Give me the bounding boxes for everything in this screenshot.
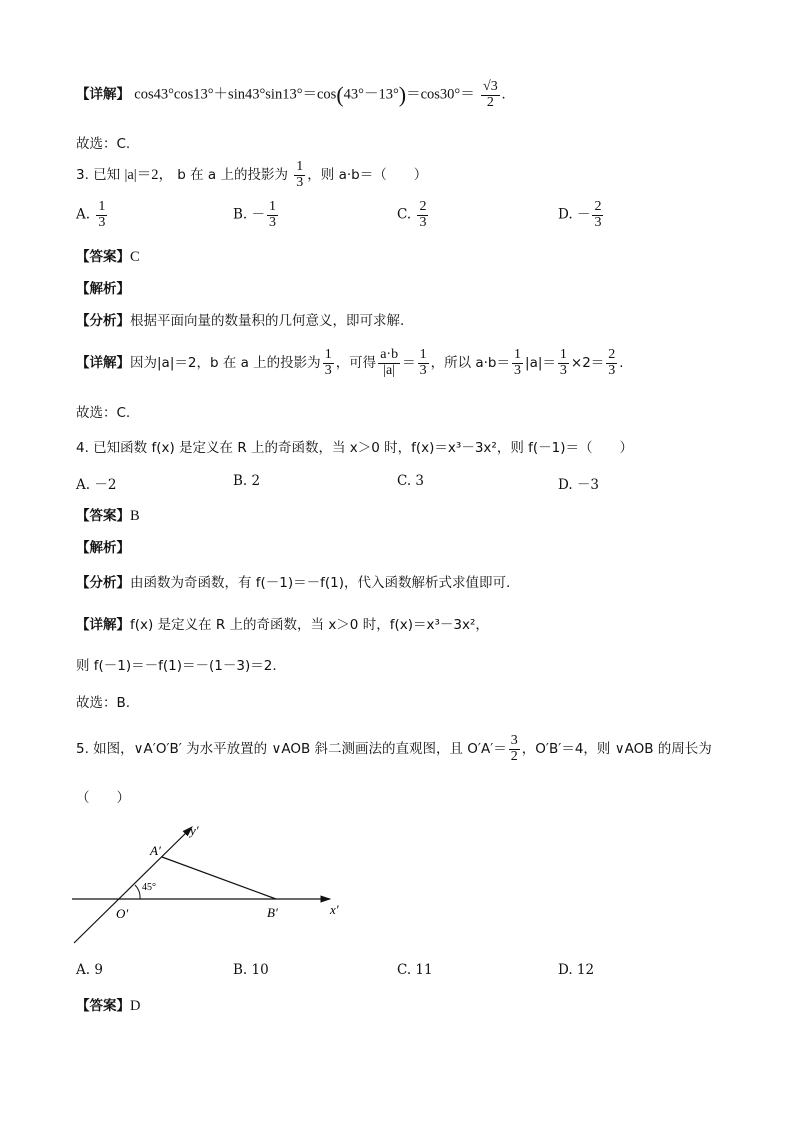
detail-tag: 【详解】 [76, 617, 130, 633]
frac-1-3 [323, 348, 334, 378]
frac-num: 1 [296, 159, 304, 174]
fraction-sqrt3-over-2 [481, 80, 500, 110]
q4-answer-line [76, 504, 140, 525]
option-fraction [96, 200, 107, 230]
answer-tag: 【答案】 [76, 508, 130, 524]
q5-option-a: A. 9 [76, 962, 103, 978]
frac-den: |a| [383, 362, 396, 378]
prev-detail-line [76, 80, 505, 110]
q4-analysis-tag: 【解析】 [76, 540, 130, 556]
frac-den: 3 [269, 214, 277, 230]
option-fraction [267, 200, 278, 230]
q5-fraction [509, 734, 520, 764]
choose-c-line-1: 故选：C. [76, 136, 131, 152]
choose-c-line-2: 故选：C. [76, 405, 131, 421]
frac-num: 1 [324, 347, 332, 362]
period: . [501, 86, 506, 103]
q3-stem [76, 160, 427, 190]
q5-answer-line [76, 994, 140, 1015]
frac-den: 3 [514, 362, 522, 378]
label-x: x′ [330, 902, 339, 917]
q3-answer: C [130, 249, 140, 265]
prev-detail-expr-2: ＝cos30°＝ [406, 86, 475, 103]
angle-arc [135, 885, 140, 899]
q3-norm: |a|＝2， [124, 167, 173, 184]
q3-detail-d: ，所以 a·b＝ [430, 355, 511, 372]
q3-answer-line [76, 245, 140, 266]
detail-tag: 【详解】 [76, 355, 130, 372]
paren-close: ) [398, 82, 407, 108]
q5-figure [60, 815, 360, 955]
q5-option-b: B. 10 [233, 962, 269, 978]
option-label: C. [397, 206, 412, 223]
q3-detail-a: 因为|a|＝2，b 在 a 上的投影为 [130, 355, 321, 372]
frac-den: 3 [98, 214, 106, 230]
q4-fenxi-line [76, 571, 510, 591]
frac-num: a·b [380, 347, 399, 362]
option-fraction [592, 200, 603, 230]
label-o: O′ [116, 906, 129, 921]
frac-num: 2 [594, 199, 602, 214]
frac-den: 3 [559, 362, 567, 378]
frac-num: 3 [510, 733, 518, 748]
option-label: D. [558, 206, 573, 223]
q3-detail-f: ×2＝ [570, 355, 605, 372]
q4-detail-1: f(x) 是定义在 R 上的奇函数，当 x＞0 时，f(x)＝x³－3x²， [130, 617, 489, 633]
option-label: A. [76, 206, 91, 223]
q3-option-b [233, 200, 280, 230]
q3-analysis-tag: 【解析】 [76, 281, 130, 297]
q4-answer: B [130, 508, 140, 524]
answer-tag: 【答案】 [76, 249, 130, 265]
label-y: y′ [190, 823, 199, 838]
prev-detail-inner: 43°－13° [343, 86, 399, 103]
q4-option-c: C. 3 [397, 473, 425, 489]
frac-ab-over-a [378, 348, 400, 378]
frac-num: 1 [269, 199, 277, 214]
label-angle: 45° [142, 882, 156, 893]
q3-projection: b 在 a 上的投影为 [177, 167, 288, 184]
frac-num: 1 [559, 347, 567, 362]
frac-num: 1 [514, 347, 522, 362]
frac-2-3 [606, 348, 617, 378]
frac-den: 3 [608, 362, 616, 378]
frac-num: 2 [608, 347, 616, 362]
fenxi-tag: 【分析】 [76, 575, 130, 591]
y-axis [74, 827, 192, 943]
frac-1-3 [418, 348, 429, 378]
frac-1-3 [558, 348, 569, 378]
frac-num: √3 [483, 79, 498, 94]
q4-analysis-text: 由函数为奇函数，有 f(－1)＝－f(1)，代入函数解析式求值即可. [130, 575, 511, 591]
frac-num: 2 [419, 199, 427, 214]
q3-option-d [558, 200, 605, 230]
choose-b-line: 故选：B. [76, 695, 131, 711]
q5-option-c: C. 11 [397, 962, 433, 978]
frac-den: 3 [324, 362, 332, 378]
option-sign: － [251, 206, 266, 223]
q3-detail-b: ，可得 [335, 355, 377, 372]
answer-tag: 【答案】 [76, 998, 130, 1014]
frac-den: 3 [419, 214, 427, 230]
q3-detail-line [76, 348, 624, 378]
q3-analysis-text: 根据平面向量的数量积的几何意义，即可求解. [130, 313, 405, 329]
q3-detail-c: ＝ [402, 355, 416, 372]
frac-num: 1 [98, 199, 106, 214]
q4-detail-line [76, 613, 489, 633]
segment-a-b [162, 857, 276, 899]
frac-num: 1 [419, 347, 427, 362]
prev-detail-expr-1: cos43°cos13°＋sin43°sin13°＝cos [134, 86, 337, 103]
frac-den: 2 [510, 748, 518, 764]
frac-den: 3 [419, 362, 427, 378]
fenxi-tag: 【分析】 [76, 313, 130, 329]
frac-1-3 [512, 348, 523, 378]
q3-detail-e: |a|＝ [525, 355, 556, 372]
q4-detail-line-2: 则 f(－1)＝－f(1)＝－(1－3)＝2. [76, 658, 277, 674]
q4-option-d: D. －3 [558, 477, 600, 493]
paren-open: ( [336, 82, 344, 108]
detail-tag: 【详解】 [76, 86, 130, 103]
option-fraction [417, 200, 428, 230]
q3-option-a [76, 200, 109, 230]
q4-option-a: A. －2 [76, 477, 117, 493]
option-label: B. [233, 206, 248, 223]
q3-fenxi-line [76, 309, 404, 329]
q5-option-d: D. 12 [558, 962, 595, 978]
q3-fraction [294, 160, 305, 190]
q4-stem: 4. 已知函数 f(x) 是定义在 R 上的奇函数，当 x＞0 时，f(x)＝x³－3x²，则 f(－1)＝（ ） [76, 440, 633, 456]
label-a: A′ [150, 843, 161, 858]
q5-paren: （ ） [76, 790, 130, 806]
q5-stem [76, 734, 712, 764]
period: . [619, 355, 624, 372]
option-sign: － [576, 206, 591, 223]
q5-stem-a: 5. 如图，∨A′O′B′ 为水平放置的 ∨AOB 斜二测画法的直观图，且 O′A′＝ [76, 741, 507, 758]
q5-stem-b: ，O′B′＝4，则 ∨AOB 的周长为 [521, 741, 712, 758]
q3-option-c [397, 200, 430, 230]
label-b: B′ [267, 905, 278, 920]
q4-option-b: B. 2 [233, 473, 261, 489]
q3-question: ，则 a·b＝（ ） [307, 167, 428, 184]
q5-answer: D [130, 998, 141, 1014]
q3-prefix: 3. 已知 [76, 167, 121, 184]
frac-den: 2 [486, 94, 494, 110]
frac-den: 3 [594, 214, 602, 230]
frac-den: 3 [296, 174, 304, 190]
